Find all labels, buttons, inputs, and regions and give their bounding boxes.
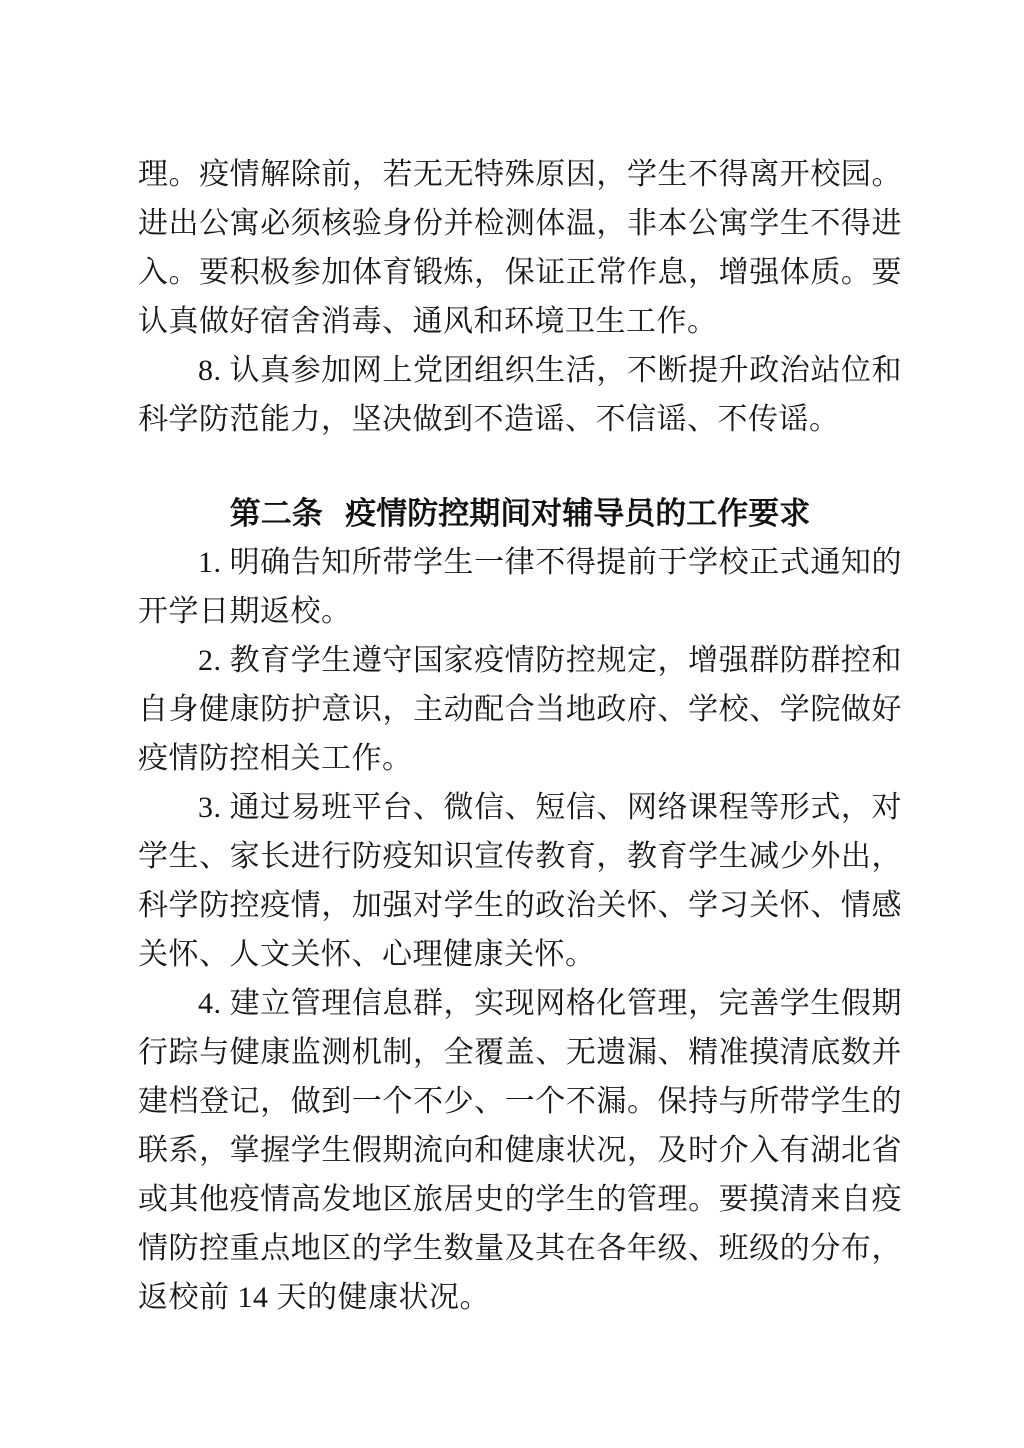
- paragraph-item-1: 1. 明确告知所带学生一律不得提前于学校正式通知的开学日期返校。: [138, 546, 902, 628]
- section-heading: 第二条 疫情防控期间对辅导员的工作要求: [229, 496, 811, 531]
- paragraph-item-4: 4. 建立管理信息群，实现网格化管理，完善学生假期行踪与健康监测机制，全覆盖、无遗漏、精准摸清底数并建档登记，做到一个不少、一个不漏。保持与所带学生的联系，掌握学生假期流向和健康状况，及时介入有湖北省或其他疫情高发地区旅居史的学生的管理。要摸清来自疫情防控重点地区的学生数量及其在各年级、班级的分布，返校前 14 天的健康状况。: [138, 987, 902, 1314]
- paragraph-item-8: 8. 认真参加网上党团组织生活，不断提升政治站位和科学防范能力，坚决做到不造谣、不信谣、不传谣。: [138, 354, 902, 436]
- paragraph-item-3: 3. 通过易班平台、微信、短信、网络课程等形式，对学生、家长进行防疫知识宣传教育，教育学生减少外出，科学防控疫情，加强对学生的政治关怀、学习关怀、情感关怀、人文关怀、心理健康关怀。: [138, 791, 902, 971]
- paragraph-continuation: 理。疫情解除前，若无无特殊原因，学生不得离开校园。进出公寓必须核验身份并检测体温，非本公寓学生不得进入。要积极参加体育锻炼，保证正常作息，增强体质。要认真做好宿舍消毒、通风和环境卫生工作。: [138, 158, 902, 338]
- paragraph-item-2: 2. 教育学生遵守国家疫情防控规定，增强群防群控和自身健康防护意识，主动配合当地政府、学校、学院做好疫情防控相关工作。: [138, 644, 902, 775]
